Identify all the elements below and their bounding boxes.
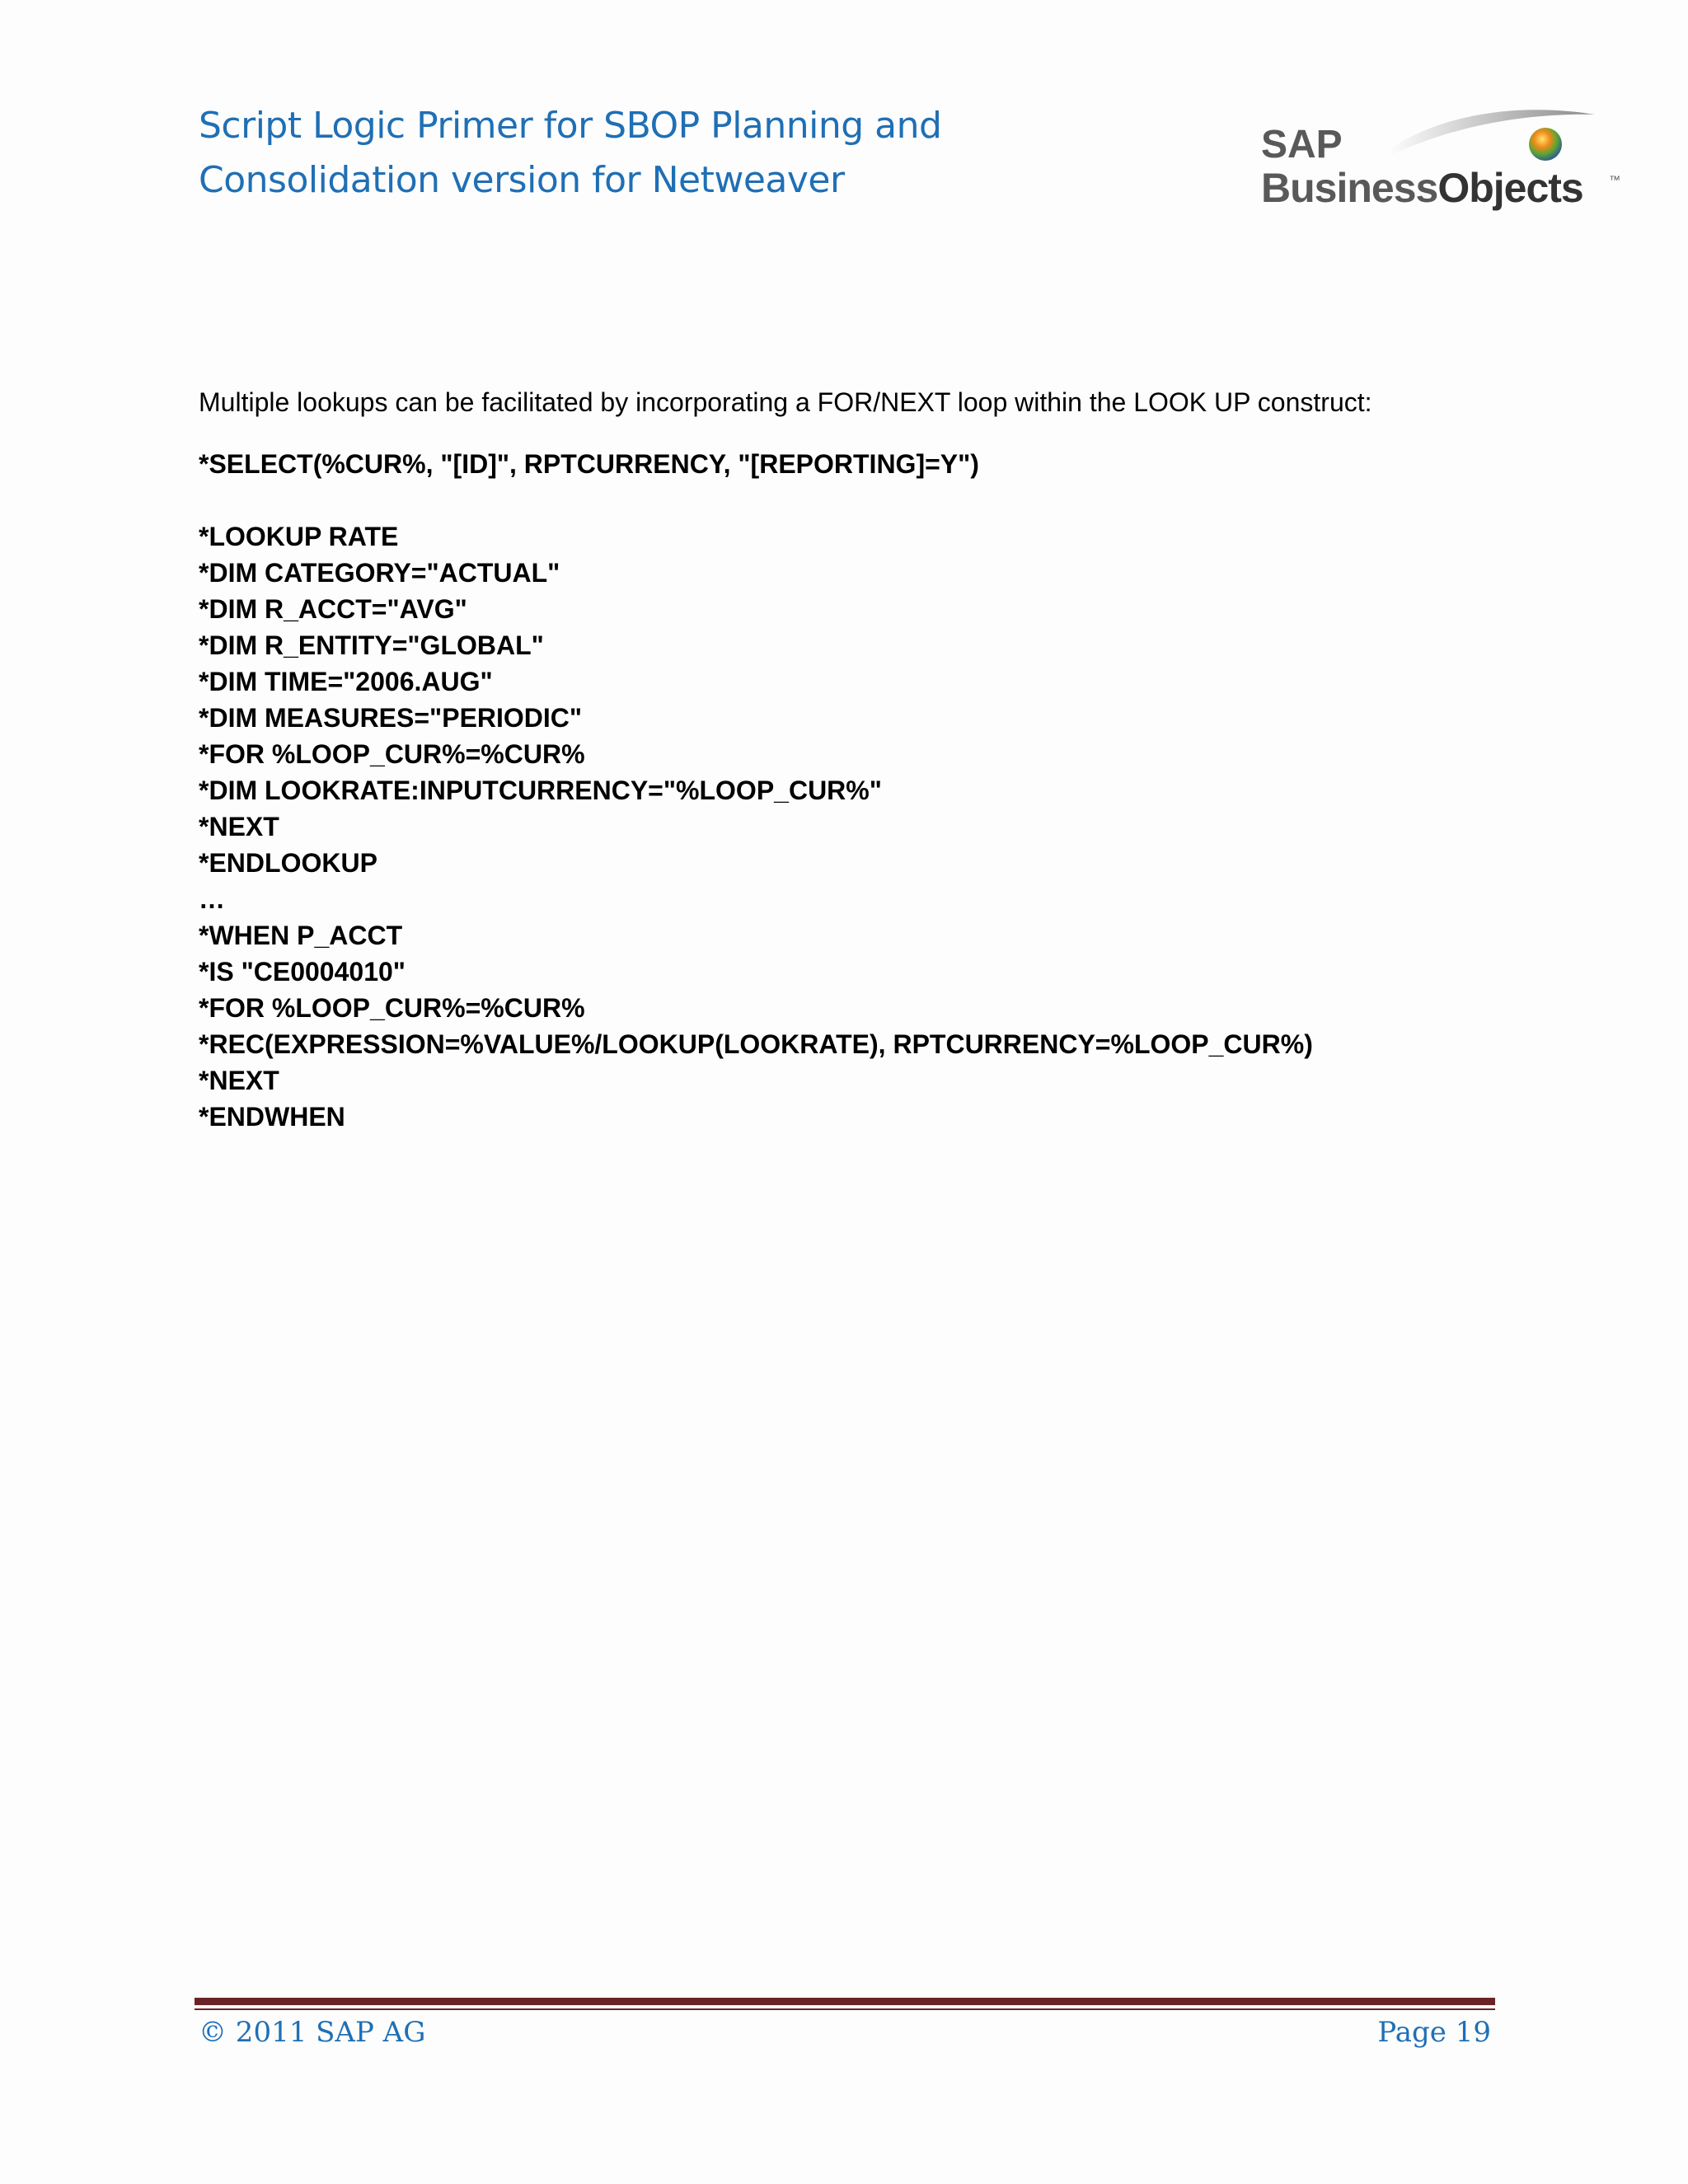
header-title-line-2: Consolidation version for Netweaver [199,159,845,201]
code-line: … [199,884,225,914]
code-line: *DIM LOOKRATE:INPUTCURRENCY="%LOOP_CUR%" [199,776,882,805]
code-line: *DIM TIME="2006.AUG" [199,667,493,696]
footer-rule [195,1998,1495,2005]
code-line: *ENDWHEN [199,1102,345,1132]
code-line: *DIM R_ACCT="AVG" [199,594,467,624]
logo-swoosh [1385,110,1595,154]
document-header-title [199,99,1023,208]
code-line: *IS "CE0004010" [199,957,406,987]
logo-business-objects-text: BusinessObjects [1261,165,1583,211]
code-line: *ENDLOOKUP [199,848,377,878]
code-line: *DIM MEASURES="PERIODIC" [199,703,583,733]
code-line: *NEXT [199,812,279,841]
logo-globe-icon [1529,128,1562,161]
footer-copyright: © 2011 SAP AG [199,2016,426,2049]
code-line: *FOR %LOOP_CUR%=%CUR% [199,993,585,1023]
code-block [199,446,1313,1135]
code-line: *REC(EXPRESSION=%VALUE%/LOOKUP(LOOKRATE), RPTCURRENCY=%LOOP_CUR%) [199,1029,1313,1059]
header-title-line-1: Script Logic Primer for SBOP Planning and [199,105,942,147]
footer-page-number: Page 19 [1377,2016,1491,2049]
intro-paragraph: Multiple lookups can be facilitated by incorporating a FOR/NEXT loop within the LOOK UP construct: [199,387,1372,417]
code-line: *LOOKUP RATE [199,522,399,551]
code-line: *WHEN P_ACCT [199,921,403,950]
logo-trademark: ™ [1609,173,1620,186]
logo-sap-text: SAP [1261,123,1343,166]
code-line: *FOR %LOOP_CUR%=%CUR% [199,739,585,769]
code-line: *SELECT(%CUR%, "[ID]", RPTCURRENCY, "[REPORTING]=Y") [199,449,979,479]
code-line: *DIM CATEGORY="ACTUAL" [199,558,560,588]
code-line: *NEXT [199,1066,279,1095]
footer-rule-thin [195,2008,1495,2010]
sap-businessobjects-logo [1261,103,1624,218]
code-line: *DIM R_ENTITY="GLOBAL" [199,630,544,660]
